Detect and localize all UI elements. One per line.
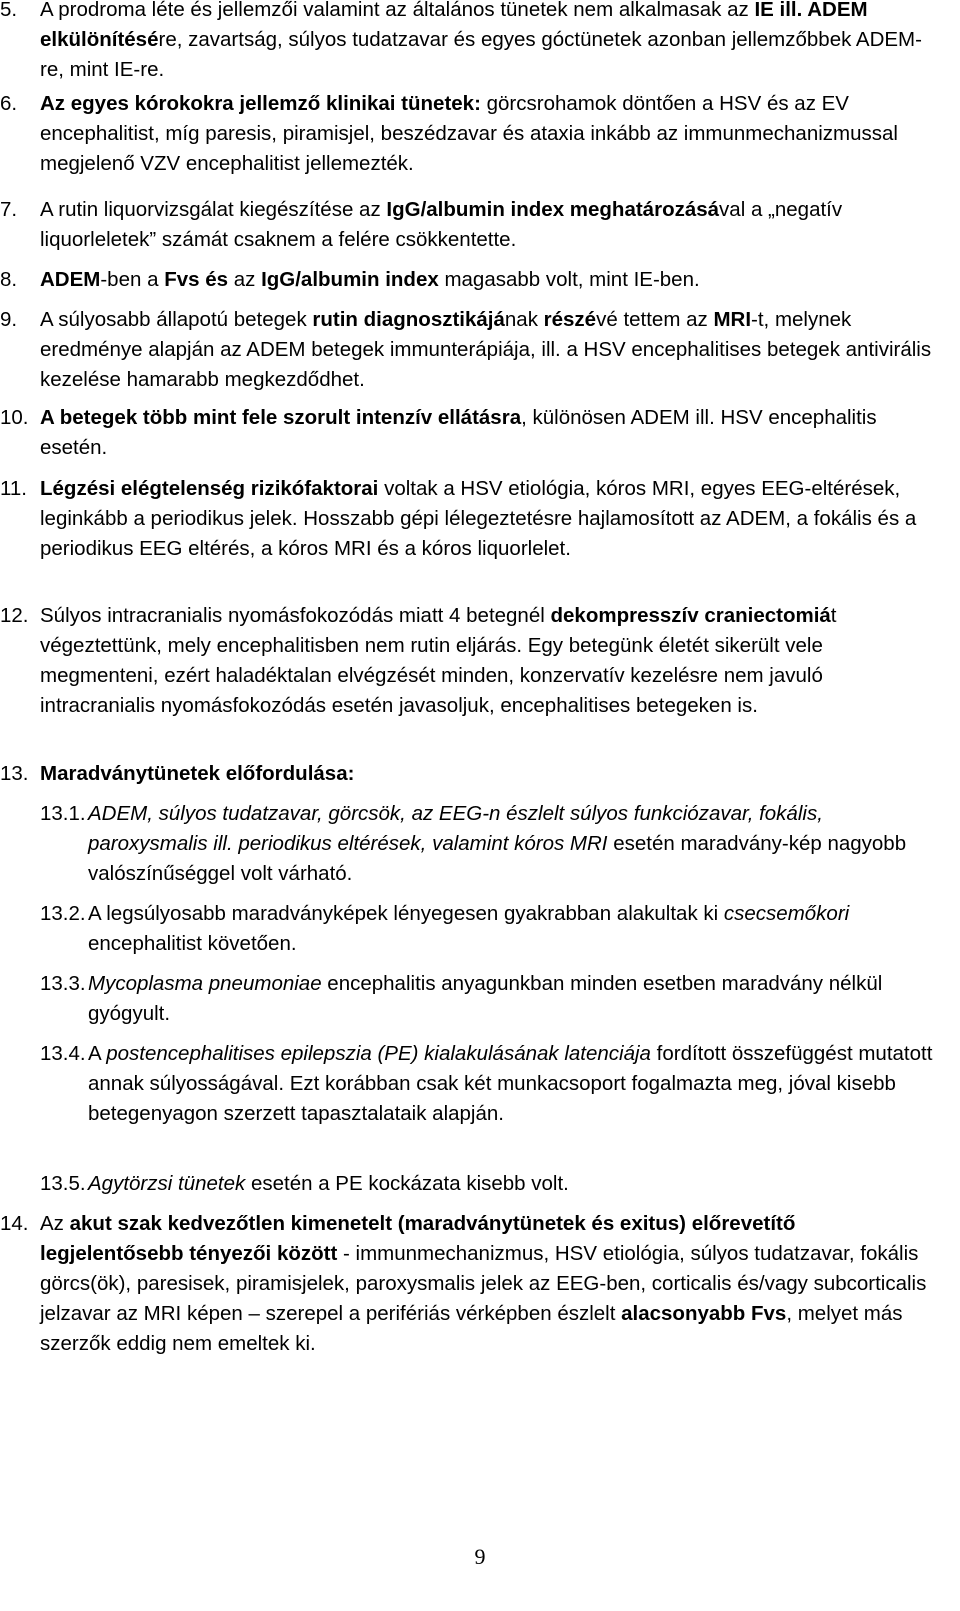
list-item (0, 195, 940, 255)
bold-text: Fvs és (164, 268, 229, 291)
list-item-number: 13.3. (40, 972, 86, 995)
text-run: magasabb volt, mint IE-ben. (438, 268, 700, 291)
list-item (0, 799, 940, 889)
italic-text: Mycoplasma pneumoniae (88, 972, 322, 995)
list-item-number: 13.5. (40, 1172, 86, 1195)
list-item (0, 759, 940, 789)
text-run: -ben a (100, 268, 165, 291)
bold-text: akut szak kedvezőtlen kimenetelt (maradványtünetek és exitus) előrevetítő legjelentősebb tényezői között (40, 1212, 802, 1265)
text-run: t végeztettünk, mely encephalitisben nem rutin eljárás. Egy betegünk életét sikerült vele megmenteni, ezért haladéktalan elvégzését minden, konzervatív kezelésre nem javuló intracranialis nyomásfokozódás esetén javasoljuk, encephalitises betegeken is. (40, 604, 843, 717)
list-item-number: 11. (0, 477, 27, 500)
list-item-number: 10. (0, 406, 29, 429)
text-run: A legsúlyosabb maradványképek lényegesen gyakrabban alakultak ki (88, 902, 724, 925)
text-run: voltak a HSV etiológia, kóros MRI, egyes EEG-eltérések, leginkább a periodikus jelek. Hosszabb gépi lélegeztetésre hajlamosított az ADEM, a fokális és a periodikus EEG eltérés, a kóros MRI és a kóros liquorlelet. (40, 477, 922, 560)
list-item (0, 899, 940, 959)
list-item-text (40, 265, 940, 295)
list-item-text (40, 601, 940, 721)
list-item-number: 14. (0, 1212, 29, 1235)
list-item (0, 1039, 940, 1129)
list-item-text (40, 305, 940, 395)
list-item-number: 13.4. (40, 1042, 86, 1065)
list-item-text (88, 799, 940, 889)
list-item-text (40, 1209, 940, 1359)
list-item-number: 5. (0, 0, 18, 21)
bold-text: MRI (713, 308, 752, 331)
list-item (0, 0, 940, 85)
bold-text: alacsonyabb Fvs (621, 1302, 787, 1325)
text-run: Az (40, 1212, 70, 1235)
list-item-number: 7. (0, 198, 18, 221)
text-run: , melyet más szerzők eddig nem emeltek ki. (40, 1302, 909, 1355)
bold-text: Az egyes kórokokra jellemző klinikai tünetek: (40, 92, 481, 115)
italic-text: Agytörzsi tünetek (88, 1172, 246, 1195)
list-item-number: 13.2. (40, 902, 86, 925)
list-item (0, 265, 940, 295)
bold-text: IgG/albumin index meghatározásá (386, 198, 720, 221)
list-item (0, 89, 940, 179)
list-item (0, 403, 940, 463)
text-run: esetén maradvány-kép nagyobb valószínűséggel volt várható. (88, 832, 912, 885)
bold-text: részé (543, 308, 597, 331)
bold-text: rutin diagnosztikájá (312, 308, 505, 331)
text-run: , különösen ADEM ill. HSV encephalitis esetén. (40, 406, 883, 459)
list-item-text (40, 759, 940, 789)
list-item (0, 1209, 940, 1359)
list-item-text (88, 1039, 940, 1129)
text-run: - immunmechanizmus, HSV etiológia, súlyos tudatzavar, fokális görcs(ök), paresisek, piramisjelek, paroxysmalis jelek az EEG-ben, corticalis és/vagy subcorticalis jelzavar az MRI képen – szerepel a perifériás vérképben észlelt (40, 1242, 933, 1325)
list-item-text (40, 89, 940, 179)
bold-text: Légzési elégtelenség rizikófaktorai (40, 477, 379, 500)
list-item-text (40, 0, 940, 85)
text-run: A (88, 1042, 107, 1065)
bold-text: IgG/albumin index (261, 268, 439, 291)
list-item (0, 601, 940, 721)
bold-text: dekompresszív craniectomiá (550, 604, 831, 627)
text-run: Súlyos intracranialis nyomásfokozódás miatt 4 betegnél (40, 604, 551, 627)
text-run: az (228, 268, 262, 291)
page-number: 9 (474, 1544, 486, 1569)
italic-text: csecsemőkori (723, 902, 850, 925)
text-run: re, zavartság, súlyos tudatzavar és egyes góctünetek azonban jellemzőbbek ADEM-re, mint IE-re. (40, 28, 922, 81)
text-run: encephalitis anyagunkban minden esetben maradvány nélkül gyógyult. (88, 972, 889, 1025)
text-run: fordított összefüggést mutatott annak súlyosságával. Ezt korábban csak két munkacsoport fogalmazta meg, jóval kisebb betegenyagon szerzett tapasztalataik alapján. (88, 1042, 939, 1125)
text-run: nak (504, 308, 544, 331)
text-run: esetén a PE kockázata kisebb volt. (245, 1172, 569, 1195)
list-item (0, 305, 940, 395)
text-run: görcsrohamok döntően a HSV és az EV encephalitist, míg paresis, piramisjel, beszédzavar és ataxia inkább az immunmechanizmussal megjelenő VZV encephalitist jellemezték. (40, 92, 904, 175)
text-run: vé tettem az (596, 308, 714, 331)
bold-text: A betegek több mint fele szorult intenzív ellátásra (40, 406, 522, 429)
list-item-number: 13.1. (40, 802, 86, 825)
list-item-number: 8. (0, 268, 18, 291)
bold-text: Maradványtünetek előfordulása: (40, 762, 355, 785)
list-item-text (88, 899, 940, 959)
bold-text: IE ill. ADEM elkülönítésé (40, 0, 874, 51)
list-item (0, 1169, 940, 1199)
list-item-text (40, 474, 940, 564)
italic-text: postencephalitises epilepszia (PE) kialakulásának latenciája (106, 1042, 651, 1065)
list-item-number: 13. (0, 762, 29, 785)
list-item (0, 474, 940, 564)
list-item-text (88, 1169, 940, 1199)
list-item-number: 6. (0, 92, 18, 115)
text-run: A prodroma léte és jellemzői valamint az általános tünetek nem alkalmasak az (40, 0, 755, 21)
list-item (0, 969, 940, 1029)
text-run: A súlyosabb állapotú betegek (40, 308, 313, 331)
bold-text: ADEM (40, 268, 101, 291)
list-item-text (40, 195, 940, 255)
text-run: A rutin liquorvizsgálat kiegészítése az (40, 198, 387, 221)
text-run: encephalitist követően. (88, 902, 855, 955)
text-run: -t, melynek eredménye alapján az ADEM betegek immunterápiája, ill. a HSV encephalitises betegek antivirális kezelése hamarabb megkezdődhet. (40, 308, 937, 391)
list-item-text (40, 403, 940, 463)
list-item-number: 12. (0, 604, 29, 627)
italic-text: ADEM, súlyos tudatzavar, görcsök, az EEG-n észlelt súlyos funkciózavar, fokális, paroxysmalis ill. periodikus eltérések, valamint kóros MRI (88, 802, 829, 855)
text-run: val a „negatív liquorleletek” számát csaknem a felére csökkentette. (40, 198, 848, 251)
list-item-text (88, 969, 940, 1029)
list-item-number: 9. (0, 308, 18, 331)
